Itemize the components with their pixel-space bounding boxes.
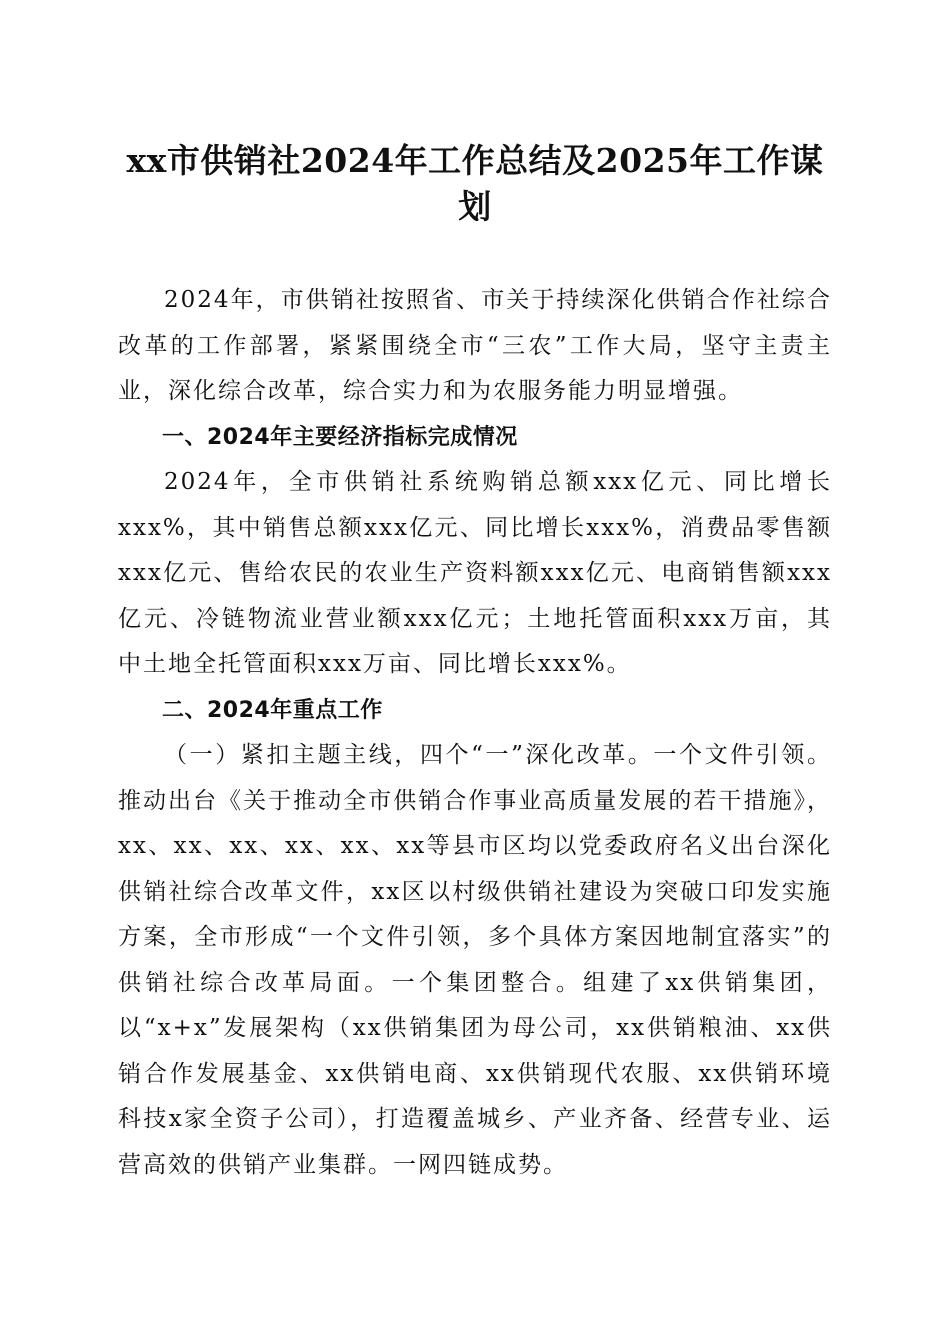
document-body — [118, 278, 832, 1188]
section-heading-economic-indicators: 一、2024年主要经济指标完成情况 — [162, 424, 518, 450]
section-heading-key-work: 二、2024年重点工作 — [162, 697, 383, 723]
document-title: xx市供销社2024年工作总结及2025年工作谋划 — [126, 141, 824, 226]
intro-paragraph: 2024年，市供销社按照省、市关于持续深化供销合作社综合改革的工作部署，紧紧围绕全市“三农”工作大局，坚守主责主业，深化综合改革，综合实力和为农服务能力明显增强。 — [118, 287, 832, 404]
key-work-paragraph: （一）紧扣主题主线，四个“一”深化改革。一个文件引领。推动出台《关于推动全市供销合作事业高质量发展的若干措施》，xx、xx、xx、xx、xx、xx等县市区均以党委政府名义出台深化供销社综合改革文件，xx区以村级供销社建设为突破口印发实施方案，全市形成“一个文件引领，多个具体方案因地制宜落实”的供销社综合改革局面。一个集团整合。组建了xx供销集团，以“x+x”发展架构（xx供销集团为母公司，xx供销粮油、xx供销合作发展基金、xx供销电商、xx供销现代农服、xx供销环境科技x家全资子公司），打造覆盖城乡、产业齐备、经营专业、运营高效的供销产业集群。一网四链成势。 — [118, 742, 832, 1178]
economic-indicators-paragraph: 2024年，全市供销社系统购销总额xxx亿元、同比增长xxx%，其中销售总额xxx亿元、同比增长xxx%，消费品零售额xxx亿元、售给农民的农业生产资料额xxx亿元、电商销售额xxx亿元、冷链物流业营业额xxx亿元；土地托管面积xxx万亩，其中土地全托管面积xxx万亩、同比增长xxx%。 — [118, 469, 832, 677]
